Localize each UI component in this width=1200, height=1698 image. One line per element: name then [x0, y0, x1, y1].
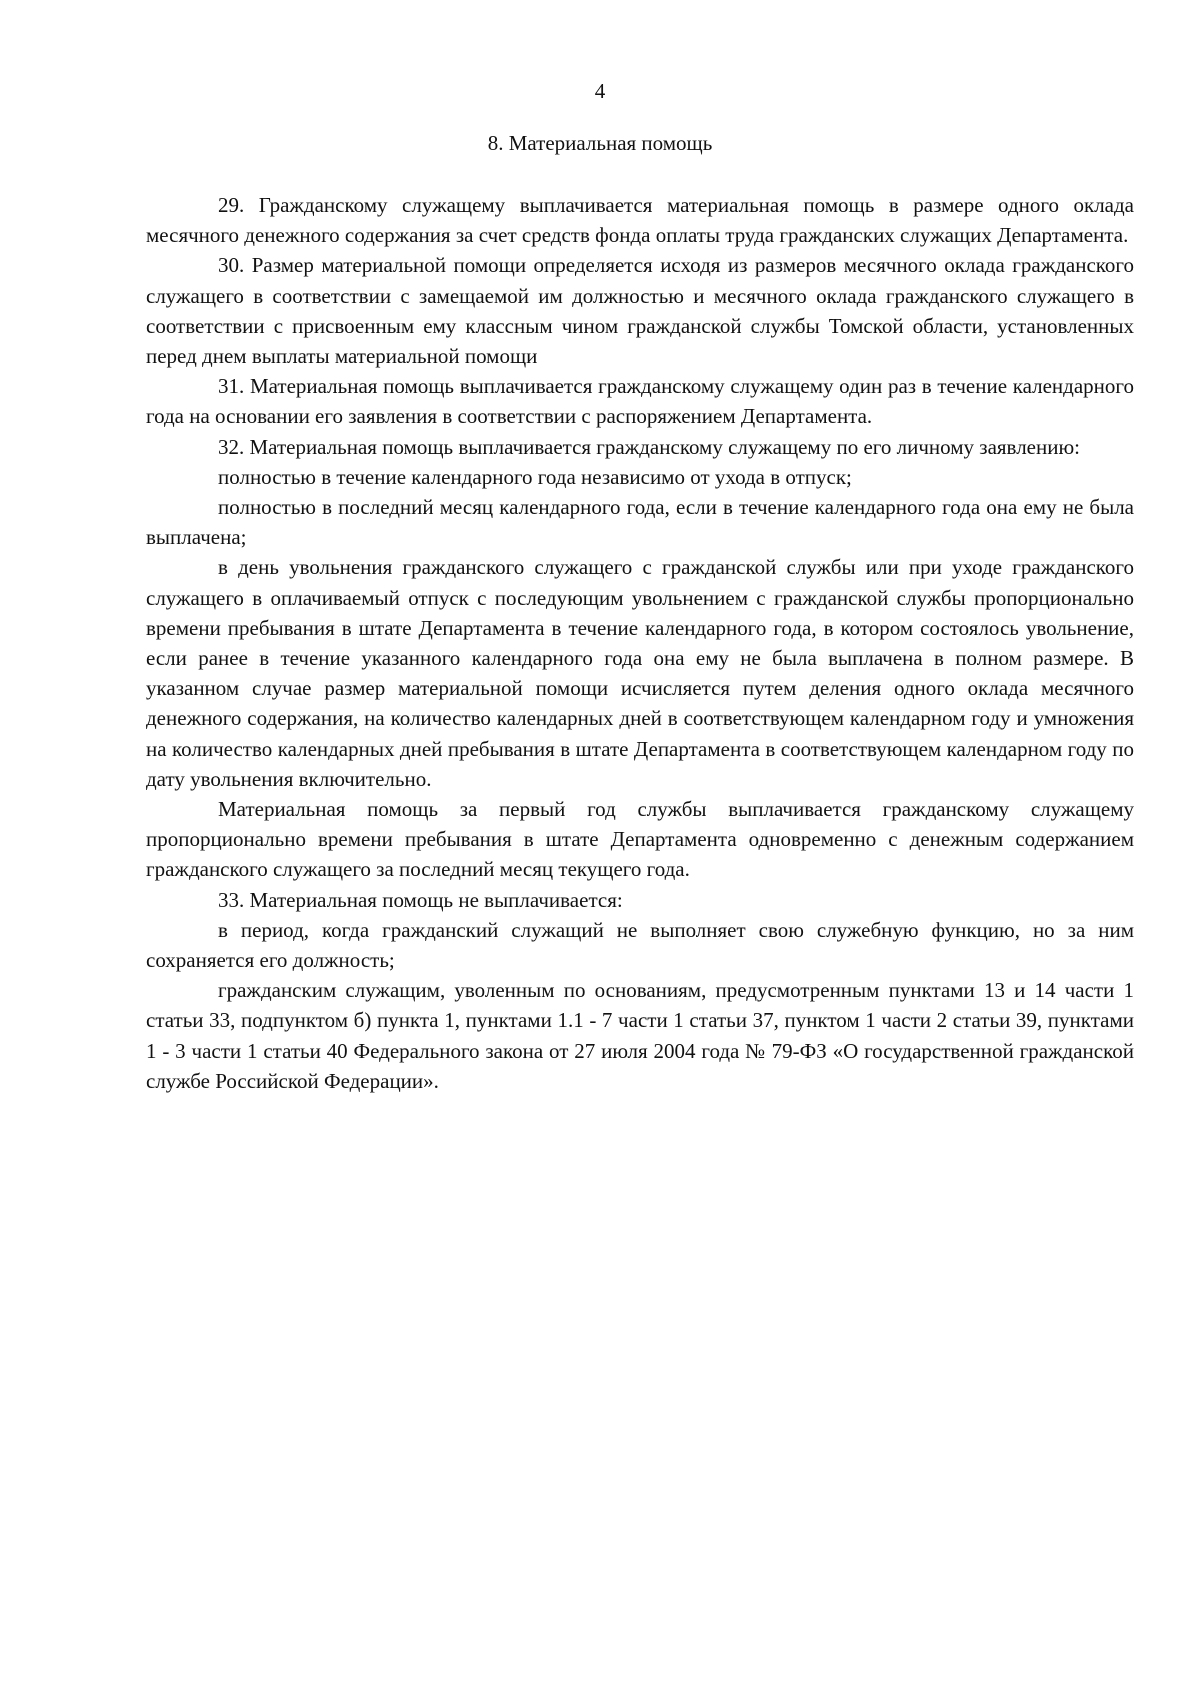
paragraph-32-first-year: Материальная помощь за первый год службы выплачивается гражданскому служащему пропорционально времени пребывания в штате Департамента одновременно с денежным содержанием гражданского служащего за последний месяц текущего года.	[146, 797, 1134, 882]
paragraph-31: 31. Материальная помощь выплачивается гражданскому служащему один раз в течение календарного года на основании его заявления в соответствии с распоряжением Департамента.	[146, 374, 1134, 429]
paragraph-30: 30. Размер материальной помощи определяется исходя из размеров месячного оклада гражданского служащего в соответствии с замещаемой им должностью и месячного оклада гражданского служащего в соответствии с присвоенным ему классным чином гражданской службы Томской области, установленных перед днем выплаты материальной помощи	[146, 253, 1134, 369]
paragraph-32-item-1: полностью в течение календарного года независимо от ухода в отпуск;	[218, 464, 852, 489]
section-title: 8. Материальная помощь	[487, 131, 713, 155]
paragraph-33: 33. Материальная помощь не выплачивается:	[218, 887, 623, 912]
section-body	[146, 190, 1134, 1096]
paragraph-32-item-2: полностью в последний месяц календарного года, если в течение календарного года она ему не была выплачена;	[146, 495, 1134, 550]
paragraph-33-item-1: в период, когда гражданский служащий не выполняет свою служебную функцию, но за ним сохраняется его должность;	[146, 917, 1134, 973]
paragraph-33-item-2: гражданским служащим, уволенным по основаниям, предусмотренным пунктами 13 и 14 части 1 статьи 33, подпунктом б) пункта 1, пунктами 1.1 - 7 части 1 статьи 37, пунктом 1 части 2 статьи 39, пунктами 1 - 3 части 1 статьи 40 Федерального закона от 27 июля 2004 года № 79-ФЗ «О государственной гражданской службе Российской Федерации».	[146, 978, 1134, 1093]
page-number: 4	[594, 79, 606, 103]
paragraph-32-item-3: в день увольнения гражданского служащего с гражданской службы или при уходе гражданского служащего в оплачиваемый отпуск с последующим увольнением с гражданской службы пропорционально времени пребывания в штате Департамента в течение календарного года, в котором состоялось увольнение, если ранее в течение указанного календарного года она ему не была выплачена в полном размере. В указанном случае размер материальной помощи исчисляется путем деления одного оклада месячного денежного содержания, на количество календарных дней в соответствующем календарном году и умножения на количество календарных дней пребывания в штате Департамента в соответствующем календарном году по дату увольнения включительно.	[146, 555, 1134, 791]
paragraph-32: 32. Материальная помощь выплачивается гражданскому служащему по его личному заявлению:	[218, 434, 1080, 459]
paragraph-29: 29. Гражданскому служащему выплачивается материальная помощь в размере одного оклада месячного денежного содержания за счет средств фонда оплаты труда гражданских служащих Департамента.	[146, 193, 1134, 248]
